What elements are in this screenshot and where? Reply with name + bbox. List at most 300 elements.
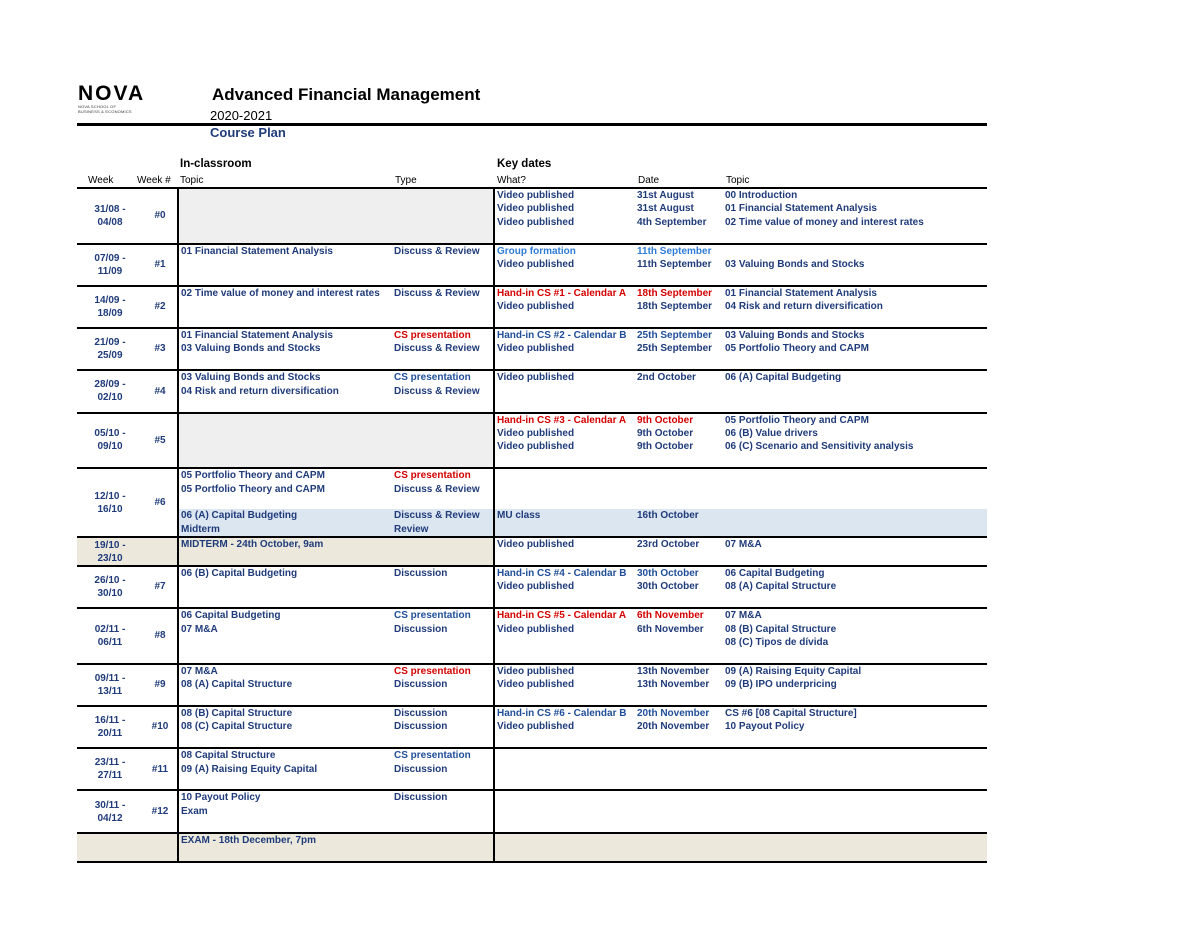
table-row bbox=[77, 216, 987, 229]
date-cell: 9th October bbox=[637, 441, 694, 453]
topic-cell bbox=[178, 427, 392, 440]
topic-cell bbox=[178, 398, 392, 412]
key-topic-cell bbox=[723, 385, 987, 398]
topic-cell: 05 Portfolio Theory and CAPM bbox=[178, 483, 392, 496]
topic-cell: EXAM - 18th December, 7pm bbox=[178, 833, 392, 847]
key-topic-cell: 10 Payout Policy bbox=[725, 721, 805, 733]
key-topic-cell bbox=[723, 594, 987, 608]
what-cell bbox=[494, 748, 635, 762]
date-cell: 30th October bbox=[637, 567, 699, 579]
what-cell: Video published bbox=[494, 300, 635, 313]
date-cell: 13th November bbox=[637, 679, 710, 691]
type-cell: Discussion bbox=[394, 567, 448, 579]
week-number bbox=[141, 833, 178, 862]
type-cell bbox=[392, 552, 494, 566]
week-number: #9 bbox=[154, 679, 166, 691]
table-row bbox=[77, 202, 987, 215]
what-cell bbox=[494, 805, 635, 818]
key-topic-cell bbox=[723, 776, 987, 790]
key-topic-cell bbox=[723, 496, 987, 509]
what-cell bbox=[494, 523, 635, 537]
key-topic-cell bbox=[723, 523, 987, 537]
what-cell bbox=[494, 692, 635, 706]
key-topic-cell bbox=[723, 229, 987, 243]
date-cell: 25th September bbox=[637, 343, 713, 355]
topic-cell bbox=[178, 314, 392, 328]
date-cell: 6th November bbox=[637, 610, 704, 622]
type-cell: Discussion bbox=[394, 708, 448, 720]
week-range: 21/09 - 25/09 bbox=[94, 337, 126, 362]
table-row bbox=[77, 734, 987, 748]
date-cell bbox=[635, 649, 723, 663]
table-row bbox=[77, 314, 987, 328]
week-number: #3 bbox=[154, 343, 166, 355]
col-header-key-topic: Topic bbox=[726, 175, 750, 186]
key-topic-cell bbox=[723, 314, 987, 328]
what-cell: Video published bbox=[494, 188, 635, 202]
type-cell bbox=[392, 776, 494, 790]
what-cell: Video published bbox=[494, 440, 635, 453]
table-row bbox=[77, 537, 987, 551]
date-cell: 6th November bbox=[637, 623, 704, 635]
type-cell bbox=[392, 454, 494, 468]
table-row bbox=[77, 623, 987, 636]
week-range: 02/11 - 06/11 bbox=[94, 624, 126, 648]
type-cell bbox=[392, 692, 494, 706]
date-cell bbox=[635, 356, 723, 370]
key-topic-cell: 06 Capital Budgeting bbox=[725, 567, 825, 579]
key-topic-cell: 07 M&A bbox=[725, 610, 762, 622]
table-row bbox=[77, 748, 987, 762]
date-cell: 16th October bbox=[635, 509, 723, 522]
type-cell: Discussion bbox=[394, 763, 448, 775]
date-cell bbox=[635, 229, 723, 243]
key-topic-cell: 08 (A) Capital Structure bbox=[725, 581, 837, 593]
keydates-heading: Key dates bbox=[497, 158, 552, 170]
key-topic-cell: 06 (C) Scenario and Sensitivity analysis bbox=[725, 441, 914, 453]
topic-cell bbox=[178, 692, 392, 706]
table-row bbox=[77, 468, 987, 482]
key-topic-cell bbox=[723, 244, 987, 258]
table-row bbox=[77, 678, 987, 691]
topic-cell: 06 Capital Budgeting bbox=[178, 608, 392, 622]
topic-cell: 10 Payout Policy bbox=[178, 790, 392, 804]
logo-subtitle-1: NOVA SCHOOL OF bbox=[78, 104, 117, 109]
date-cell: 4th September bbox=[637, 216, 707, 228]
key-topic-cell: 01 Financial Statement Analysis bbox=[725, 287, 877, 299]
type-cell bbox=[392, 188, 494, 202]
what-cell: Video published bbox=[494, 580, 635, 593]
table-row bbox=[77, 271, 987, 285]
topic-cell: 01 Financial Statement Analysis bbox=[178, 328, 392, 342]
topic-cell: 02 Time value of money and interest rates bbox=[178, 286, 392, 300]
key-topic-cell bbox=[723, 483, 987, 496]
what-cell bbox=[494, 790, 635, 804]
type-cell bbox=[392, 300, 494, 313]
topic-cell: 07 M&A bbox=[178, 664, 392, 678]
what-cell: Video published bbox=[494, 427, 635, 440]
what-cell bbox=[494, 314, 635, 328]
what-cell: Video published bbox=[494, 370, 635, 384]
table-row bbox=[77, 580, 987, 593]
date-cell bbox=[635, 271, 723, 285]
what-cell bbox=[494, 483, 635, 496]
key-topic-cell bbox=[723, 748, 987, 762]
type-cell bbox=[392, 847, 494, 861]
date-cell bbox=[635, 748, 723, 762]
type-cell bbox=[392, 413, 494, 427]
type-cell bbox=[392, 229, 494, 243]
date-cell bbox=[635, 805, 723, 818]
type-cell bbox=[392, 537, 494, 551]
week-range: 23/11 - 27/11 bbox=[94, 757, 126, 782]
week-range: 30/11 - 04/12 bbox=[94, 799, 126, 824]
table-row bbox=[77, 440, 987, 453]
table-row bbox=[77, 229, 987, 243]
key-topic-cell: 09 (A) Raising Equity Capital bbox=[725, 665, 862, 677]
topic-cell bbox=[178, 496, 392, 509]
table-row bbox=[77, 720, 987, 733]
type-cell: CS presentation bbox=[394, 470, 471, 482]
week-number: #4 bbox=[154, 385, 166, 397]
type-cell bbox=[392, 805, 494, 818]
what-cell bbox=[494, 552, 635, 566]
table-row bbox=[77, 636, 987, 649]
type-cell: Discuss & Review bbox=[394, 287, 480, 299]
type-cell bbox=[392, 818, 494, 832]
table-row bbox=[77, 413, 987, 427]
table-row bbox=[77, 608, 987, 622]
key-topic-cell bbox=[723, 649, 987, 663]
table-row bbox=[77, 398, 987, 412]
key-topic-cell: 05 Portfolio Theory and CAPM bbox=[725, 343, 869, 355]
topic-cell: 03 Valuing Bonds and Stocks bbox=[178, 342, 392, 355]
topic-cell bbox=[178, 216, 392, 229]
week-number: #10 bbox=[151, 721, 169, 733]
week-number: #0 bbox=[154, 210, 166, 222]
topic-cell bbox=[178, 188, 392, 202]
topic-cell: 04 Risk and return diversification bbox=[178, 385, 392, 398]
what-cell bbox=[494, 468, 635, 482]
week-range: 07/09 - 11/09 bbox=[94, 252, 126, 277]
type-cell: Discussion bbox=[394, 623, 448, 635]
topic-cell: 01 Financial Statement Analysis bbox=[178, 244, 392, 258]
date-cell bbox=[635, 385, 723, 398]
academic-year: 2020-2021 bbox=[210, 108, 273, 123]
type-cell bbox=[392, 440, 494, 453]
week-number: #6 bbox=[154, 496, 166, 508]
topic-cell bbox=[178, 776, 392, 790]
col-header-week: Week bbox=[88, 175, 114, 186]
date-cell: 20th November bbox=[637, 708, 710, 720]
table-row bbox=[77, 805, 987, 818]
week-number: #2 bbox=[154, 301, 166, 313]
key-topic-cell bbox=[723, 833, 987, 847]
week-range: 12/10 - 16/10 bbox=[94, 490, 126, 515]
key-topic-cell: 08 (C) Tipos de dívida bbox=[725, 637, 829, 648]
type-cell bbox=[392, 833, 494, 847]
type-cell: CS presentation bbox=[394, 372, 471, 384]
week-range: 09/11 - 13/11 bbox=[94, 672, 126, 697]
topic-cell bbox=[178, 580, 392, 593]
what-cell bbox=[494, 763, 635, 776]
key-topic-cell: 01 Financial Statement Analysis bbox=[725, 203, 877, 215]
week-range: 31/08 - 04/08 bbox=[94, 203, 126, 228]
type-cell bbox=[392, 216, 494, 229]
type-cell bbox=[392, 496, 494, 509]
what-cell bbox=[494, 271, 635, 285]
topic-cell bbox=[178, 413, 392, 427]
topic-cell: 06 (B) Capital Budgeting bbox=[178, 566, 392, 580]
key-topic-cell: 06 (B) Value drivers bbox=[725, 427, 818, 439]
key-topic-cell: 03 Valuing Bonds and Stocks bbox=[725, 259, 865, 271]
what-cell bbox=[494, 818, 635, 832]
what-cell: Video published bbox=[494, 342, 635, 355]
what-cell: Hand-in CS #2 - Calendar B bbox=[494, 328, 635, 342]
date-cell bbox=[635, 523, 723, 537]
topic-cell bbox=[178, 552, 392, 566]
type-cell: Discuss & Review bbox=[394, 245, 480, 257]
topic-cell bbox=[178, 202, 392, 215]
type-cell bbox=[392, 580, 494, 593]
topic-cell bbox=[178, 356, 392, 370]
table-row bbox=[77, 300, 987, 313]
type-cell bbox=[392, 398, 494, 412]
what-cell: MU class bbox=[494, 509, 635, 522]
type-cell bbox=[392, 734, 494, 748]
week-range: 14/09 - 18/09 bbox=[94, 294, 126, 319]
type-cell bbox=[392, 356, 494, 370]
type-cell bbox=[392, 649, 494, 663]
topic-cell: Exam bbox=[178, 805, 392, 818]
what-cell bbox=[494, 847, 635, 861]
col-header-topic: Topic bbox=[180, 175, 204, 186]
table-row bbox=[77, 370, 987, 384]
table-row bbox=[77, 692, 987, 706]
what-cell bbox=[494, 594, 635, 608]
date-cell: 23rd October bbox=[637, 539, 700, 551]
topic-cell bbox=[178, 300, 392, 313]
type-cell: CS presentation bbox=[394, 665, 471, 677]
topic-cell: 08 Capital Structure bbox=[178, 748, 392, 762]
table-row bbox=[77, 790, 987, 804]
logo-subtitle-2: BUSINESS & ECONOMICS bbox=[78, 109, 132, 114]
type-cell: Discuss & Review bbox=[392, 509, 494, 522]
what-cell: Hand-in CS #3 - Calendar A bbox=[494, 413, 635, 427]
what-cell bbox=[494, 734, 635, 748]
table-row bbox=[77, 328, 987, 342]
topic-cell bbox=[178, 649, 392, 663]
type-cell bbox=[392, 427, 494, 440]
col-header-date: Date bbox=[638, 175, 660, 186]
date-cell: 2nd October bbox=[637, 372, 696, 384]
table-row bbox=[77, 523, 987, 537]
date-cell: 13th November bbox=[637, 665, 710, 677]
what-cell bbox=[494, 636, 635, 649]
what-cell bbox=[494, 385, 635, 398]
table-row bbox=[77, 483, 987, 496]
topic-cell: 03 Valuing Bonds and Stocks bbox=[178, 370, 392, 384]
table-row bbox=[77, 385, 987, 398]
what-cell bbox=[494, 229, 635, 243]
date-cell: 20th November bbox=[637, 721, 710, 733]
topic-cell bbox=[178, 847, 392, 861]
table-row bbox=[77, 818, 987, 832]
date-cell bbox=[635, 833, 723, 847]
date-cell bbox=[635, 734, 723, 748]
what-cell bbox=[494, 398, 635, 412]
date-cell bbox=[635, 483, 723, 496]
table-row bbox=[77, 552, 987, 566]
what-cell bbox=[494, 833, 635, 847]
type-cell: Discuss & Review bbox=[394, 343, 480, 355]
date-cell: 18th September bbox=[637, 287, 713, 299]
date-cell: 9th October bbox=[637, 414, 694, 426]
topic-cell: 05 Portfolio Theory and CAPM bbox=[178, 468, 392, 482]
key-topic-cell bbox=[723, 818, 987, 832]
type-cell: CS presentation bbox=[394, 750, 471, 762]
date-cell bbox=[635, 468, 723, 482]
course-plan-heading: Course Plan bbox=[210, 125, 286, 140]
table-row bbox=[77, 664, 987, 678]
what-cell: Video published bbox=[494, 216, 635, 229]
table-row bbox=[77, 342, 987, 355]
what-cell bbox=[494, 649, 635, 663]
type-cell: Discussion bbox=[394, 679, 448, 691]
key-topic-cell bbox=[723, 552, 987, 566]
topic-cell bbox=[178, 818, 392, 832]
week-number: #1 bbox=[154, 259, 166, 271]
week-number: #8 bbox=[154, 630, 166, 642]
table-row bbox=[77, 594, 987, 608]
key-topic-cell bbox=[723, 734, 987, 748]
type-cell bbox=[392, 258, 494, 271]
table-row bbox=[77, 706, 987, 720]
type-cell bbox=[392, 314, 494, 328]
table-row bbox=[77, 763, 987, 776]
table-row bbox=[77, 776, 987, 790]
date-cell bbox=[635, 398, 723, 412]
col-header-what: What? bbox=[497, 175, 526, 186]
course-plan-table bbox=[77, 187, 987, 863]
topic-cell: 08 (B) Capital Structure bbox=[178, 706, 392, 720]
logo-word: NOVA bbox=[78, 82, 146, 105]
what-cell: Video published bbox=[494, 258, 635, 271]
type-cell bbox=[392, 202, 494, 215]
week-range: 26/10 - 30/10 bbox=[94, 575, 126, 600]
week-range: 05/10 - 09/10 bbox=[94, 428, 126, 453]
date-cell bbox=[635, 496, 723, 509]
date-cell bbox=[635, 818, 723, 832]
type-cell: Review bbox=[392, 523, 494, 537]
key-topic-cell bbox=[723, 468, 987, 482]
type-cell bbox=[392, 594, 494, 608]
week-range: 19/10 - 23/10 bbox=[77, 537, 141, 566]
week-number: #5 bbox=[154, 434, 166, 446]
key-topic-cell: CS #6 [08 Capital Structure] bbox=[725, 708, 857, 720]
what-cell: Video published bbox=[494, 202, 635, 215]
nova-logo bbox=[78, 84, 158, 122]
week-range: 16/11 - 20/11 bbox=[94, 715, 126, 740]
key-topic-cell bbox=[723, 805, 987, 818]
date-cell bbox=[635, 790, 723, 804]
what-cell: Hand-in CS #4 - Calendar B bbox=[494, 566, 635, 580]
week-number: #11 bbox=[151, 763, 169, 775]
table-row bbox=[77, 833, 987, 847]
type-cell bbox=[392, 636, 494, 649]
topic-cell bbox=[178, 271, 392, 285]
table-row bbox=[77, 258, 987, 271]
what-cell bbox=[494, 454, 635, 468]
key-topic-cell: 04 Risk and return diversification bbox=[725, 301, 883, 313]
table-row bbox=[77, 286, 987, 300]
topic-cell: 08 (C) Capital Structure bbox=[178, 720, 392, 733]
key-topic-cell bbox=[723, 398, 987, 412]
date-cell: 30th October bbox=[637, 581, 699, 593]
topic-cell: Midterm bbox=[178, 523, 392, 537]
key-topic-cell bbox=[723, 271, 987, 285]
what-cell: Video published bbox=[494, 678, 635, 691]
what-cell: Group formation bbox=[494, 244, 635, 258]
type-cell: Discuss & Review bbox=[394, 385, 480, 397]
what-cell: Hand-in CS #1 - Calendar A bbox=[494, 286, 635, 300]
date-cell bbox=[635, 776, 723, 790]
key-topic-cell bbox=[723, 790, 987, 804]
date-cell: 18th September bbox=[637, 301, 713, 313]
topic-cell: 09 (A) Raising Equity Capital bbox=[178, 763, 392, 776]
table-row bbox=[77, 244, 987, 258]
topic-cell bbox=[178, 258, 392, 271]
table-row bbox=[77, 454, 987, 468]
what-cell bbox=[494, 776, 635, 790]
what-cell: Video published bbox=[494, 623, 635, 636]
col-header-type: Type bbox=[395, 175, 417, 186]
topic-cell: 06 (A) Capital Budgeting bbox=[178, 509, 392, 522]
date-cell: 31st August bbox=[637, 203, 694, 215]
key-topic-cell bbox=[723, 847, 987, 861]
key-topic-cell bbox=[723, 692, 987, 706]
what-cell: Hand-in CS #6 - Calendar B bbox=[494, 706, 635, 720]
inclassroom-heading: In-classroom bbox=[180, 158, 252, 170]
table-row bbox=[77, 649, 987, 663]
type-cell: Discussion bbox=[394, 792, 448, 804]
type-cell bbox=[392, 271, 494, 285]
what-cell: Hand-in CS #5 - Calendar A bbox=[494, 608, 635, 622]
table-row bbox=[77, 566, 987, 580]
week-number: #7 bbox=[154, 581, 166, 593]
key-topic-cell bbox=[723, 509, 987, 522]
key-topic-cell: 02 Time value of money and interest rates bbox=[725, 216, 924, 228]
key-topic-cell: 08 (B) Capital Structure bbox=[725, 623, 837, 635]
date-cell: 9th October bbox=[637, 427, 694, 439]
topic-cell: MIDTERM - 24th October, 9am bbox=[178, 537, 392, 551]
week-range: 28/09 - 02/10 bbox=[94, 379, 126, 404]
table-row bbox=[77, 356, 987, 370]
key-topic-cell: 00 Introduction bbox=[725, 190, 798, 201]
topic-cell bbox=[178, 594, 392, 608]
type-cell: Discuss & Review bbox=[394, 483, 480, 495]
col-header-week-number: Week # bbox=[137, 175, 171, 186]
topic-cell bbox=[178, 454, 392, 468]
date-cell: 11th September bbox=[637, 245, 712, 257]
what-cell: Video published bbox=[494, 664, 635, 678]
course-title: Advanced Financial Management bbox=[212, 85, 481, 104]
table-row bbox=[77, 509, 987, 522]
table-row bbox=[77, 496, 987, 509]
topic-cell bbox=[178, 636, 392, 649]
date-cell bbox=[635, 552, 723, 566]
key-topic-cell: 07 M&A bbox=[725, 539, 762, 551]
